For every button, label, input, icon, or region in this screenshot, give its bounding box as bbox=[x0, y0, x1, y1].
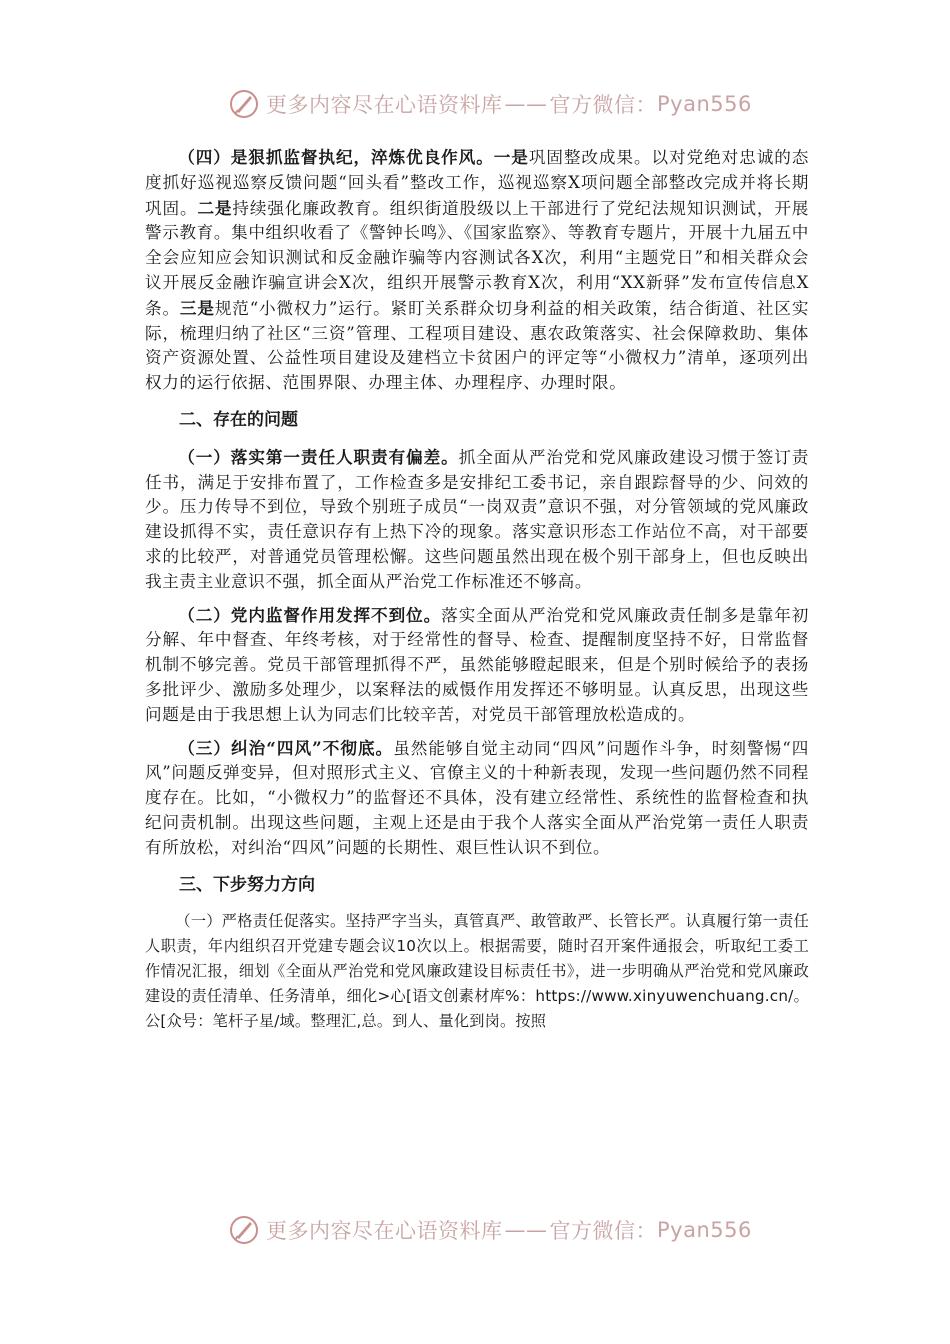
problem-text-2: 落实全面从严治党和党风廉政责任制多是靠年初分解、年中督查、年终考核，对于经常性的督导、检查、提醒制度坚持不好，日常监督机制不够完善。党员干部管理抓得不严，虽然能够瞪起眼来，但是个别时候给予的表扬多批评少、激励多处理少，以案释法的威慑作用发挥还不够明显。认真反思，出现这些问题是由于我思想上认为同志们比较辛苦，对党员干部管理放松造成的。 bbox=[145, 605, 809, 724]
heading-directions: 三、下步努力方向 bbox=[179, 874, 315, 895]
section4-marker-1: 一是 bbox=[493, 147, 529, 167]
section4-paragraph bbox=[145, 145, 809, 396]
problem-paragraph-3 bbox=[145, 736, 809, 861]
section4-text-3: 规范“小微权力”运行。紧盯关系群众切身利益的相关政策，结合街道、社区实际，梳理归纳了社区“三资”管理、工程项目建设、惠农政策落实、社会保障救助、集体资产资源处置、公益性项目建设及建档立卡贫困户的评定等“小微权力”清单，逐项列出权力的运行依据、范围界限、办理主体、办理程序、办理时限。 bbox=[145, 298, 810, 393]
direction-paragraph-1: （一）严格责任促落实。坚持严字当头，真管真严、敢管敢严、长管长严。认真履行第一责任人职责，年内组织召开党建专题会议10次以上。根据需要，随时召开案件通报会，听取纪工委工作情况汇报，细划《全面从严治党和党风廉政建设目标责任书》，进一步明确从严治党和党风廉政建设的责任清单、任务清单，细化>心[语文创素材库%：https://www.xinyuwenchuang.cn/。公[众号：笔杆子星/域。整理汇,总。到人、量化到岗。按照 bbox=[145, 912, 809, 1031]
watermark-header bbox=[228, 86, 752, 122]
document-body bbox=[145, 145, 809, 1034]
problem-lead-2: （二）党内监督作用发挥不到位。 bbox=[178, 604, 442, 625]
watermark-wechat-label: 官方微信： bbox=[549, 93, 657, 117]
problem-text-1: 抓全面从严治党和党风廉政建设习惯于签订责任书，满足于安排布置了，工作检查多是安排纪工委书记，亲自跟踪督导的少、问效的少。压力传导不到位，导致个别班子成员“一岗双责”意识不强，对分管领域的党风廉政建设抓得不实，责任意识存有上热下冷的现象。落实意识形态工作站位不高，对干部要求的比较严，对普通党员管理松懈。这些问题虽然出现在极个别干部身上，但也反映出我主责主业意识不强，抓全面从严治党工作标准还不够高。 bbox=[145, 447, 809, 591]
section4-text-2: 持续强化廉政教育。组织街道股级以上干部进行了党纪法规知识测试，开展警示教育。集中组织收看了《警钟长鸣》、《国家监察》、等教育专题片，开展十九届五中全会应知应会知识测试和反金融诈骗等内容测试各X次，利用“主题党日”和相关群众会议开展反金融诈骗宣讲会X次，组织开展警示教育X次，利用“XX新驿”发布宣传信息X条。 bbox=[145, 198, 809, 318]
problem-text-3: 虽然能够自觉主动同“四风”问题作斗争，时刻警惕“四风”问题反弹变异，但对照形式主义、官僚主义的十种新表现，发现一些问题仍然不同程度存在。比如，“小微权力”的监督还不具体，没有建立经常性、系统性的监督检查和执纪问责机制。出现这些问题，主观上还是由于我个人落实全面从严治党第一责任人职责有所放松，对纠治“四风”问题的长期性、艰巨性认识不到位。 bbox=[145, 738, 809, 857]
problem-lead-3: （三）纠治“四风”不彻底。 bbox=[178, 737, 394, 758]
quill-logo-icon bbox=[228, 1214, 260, 1246]
watermark-separator: —— bbox=[504, 92, 548, 116]
watermark-site: 更多内容尽在心语资料库 bbox=[266, 1219, 503, 1243]
watermark-wechat-id: Pyan556 bbox=[657, 92, 752, 116]
heading-problems: 二、存在的问题 bbox=[179, 409, 298, 430]
problem-lead-1: （一）落实第一责任人职责有偏差。 bbox=[178, 446, 459, 467]
problem-paragraph-2 bbox=[145, 603, 809, 728]
section4-marker-3: 三是 bbox=[179, 297, 215, 318]
section4-text-1: 巩固整改成果。以对党绝对忠诚的态度抓好巡视巡察反馈问题“回头看”整改工作，巡视巡察X项问题全部整改完成并将长期巩固。 bbox=[145, 148, 809, 218]
watermark-site: 更多内容尽在心语资料库 bbox=[266, 93, 503, 117]
section4-marker-2: 二是 bbox=[197, 197, 233, 218]
watermark-separator: —— bbox=[504, 1218, 548, 1242]
watermark-wechat-label: 官方微信： bbox=[549, 1219, 657, 1243]
problem-paragraph-1 bbox=[145, 445, 809, 595]
quill-logo-icon bbox=[228, 88, 260, 120]
watermark-wechat-id: Pyan556 bbox=[657, 1218, 752, 1242]
watermark-footer bbox=[228, 1212, 752, 1248]
section4-lead: （四）是狠抓监督执纪，淬炼优良作风。 bbox=[178, 147, 494, 167]
